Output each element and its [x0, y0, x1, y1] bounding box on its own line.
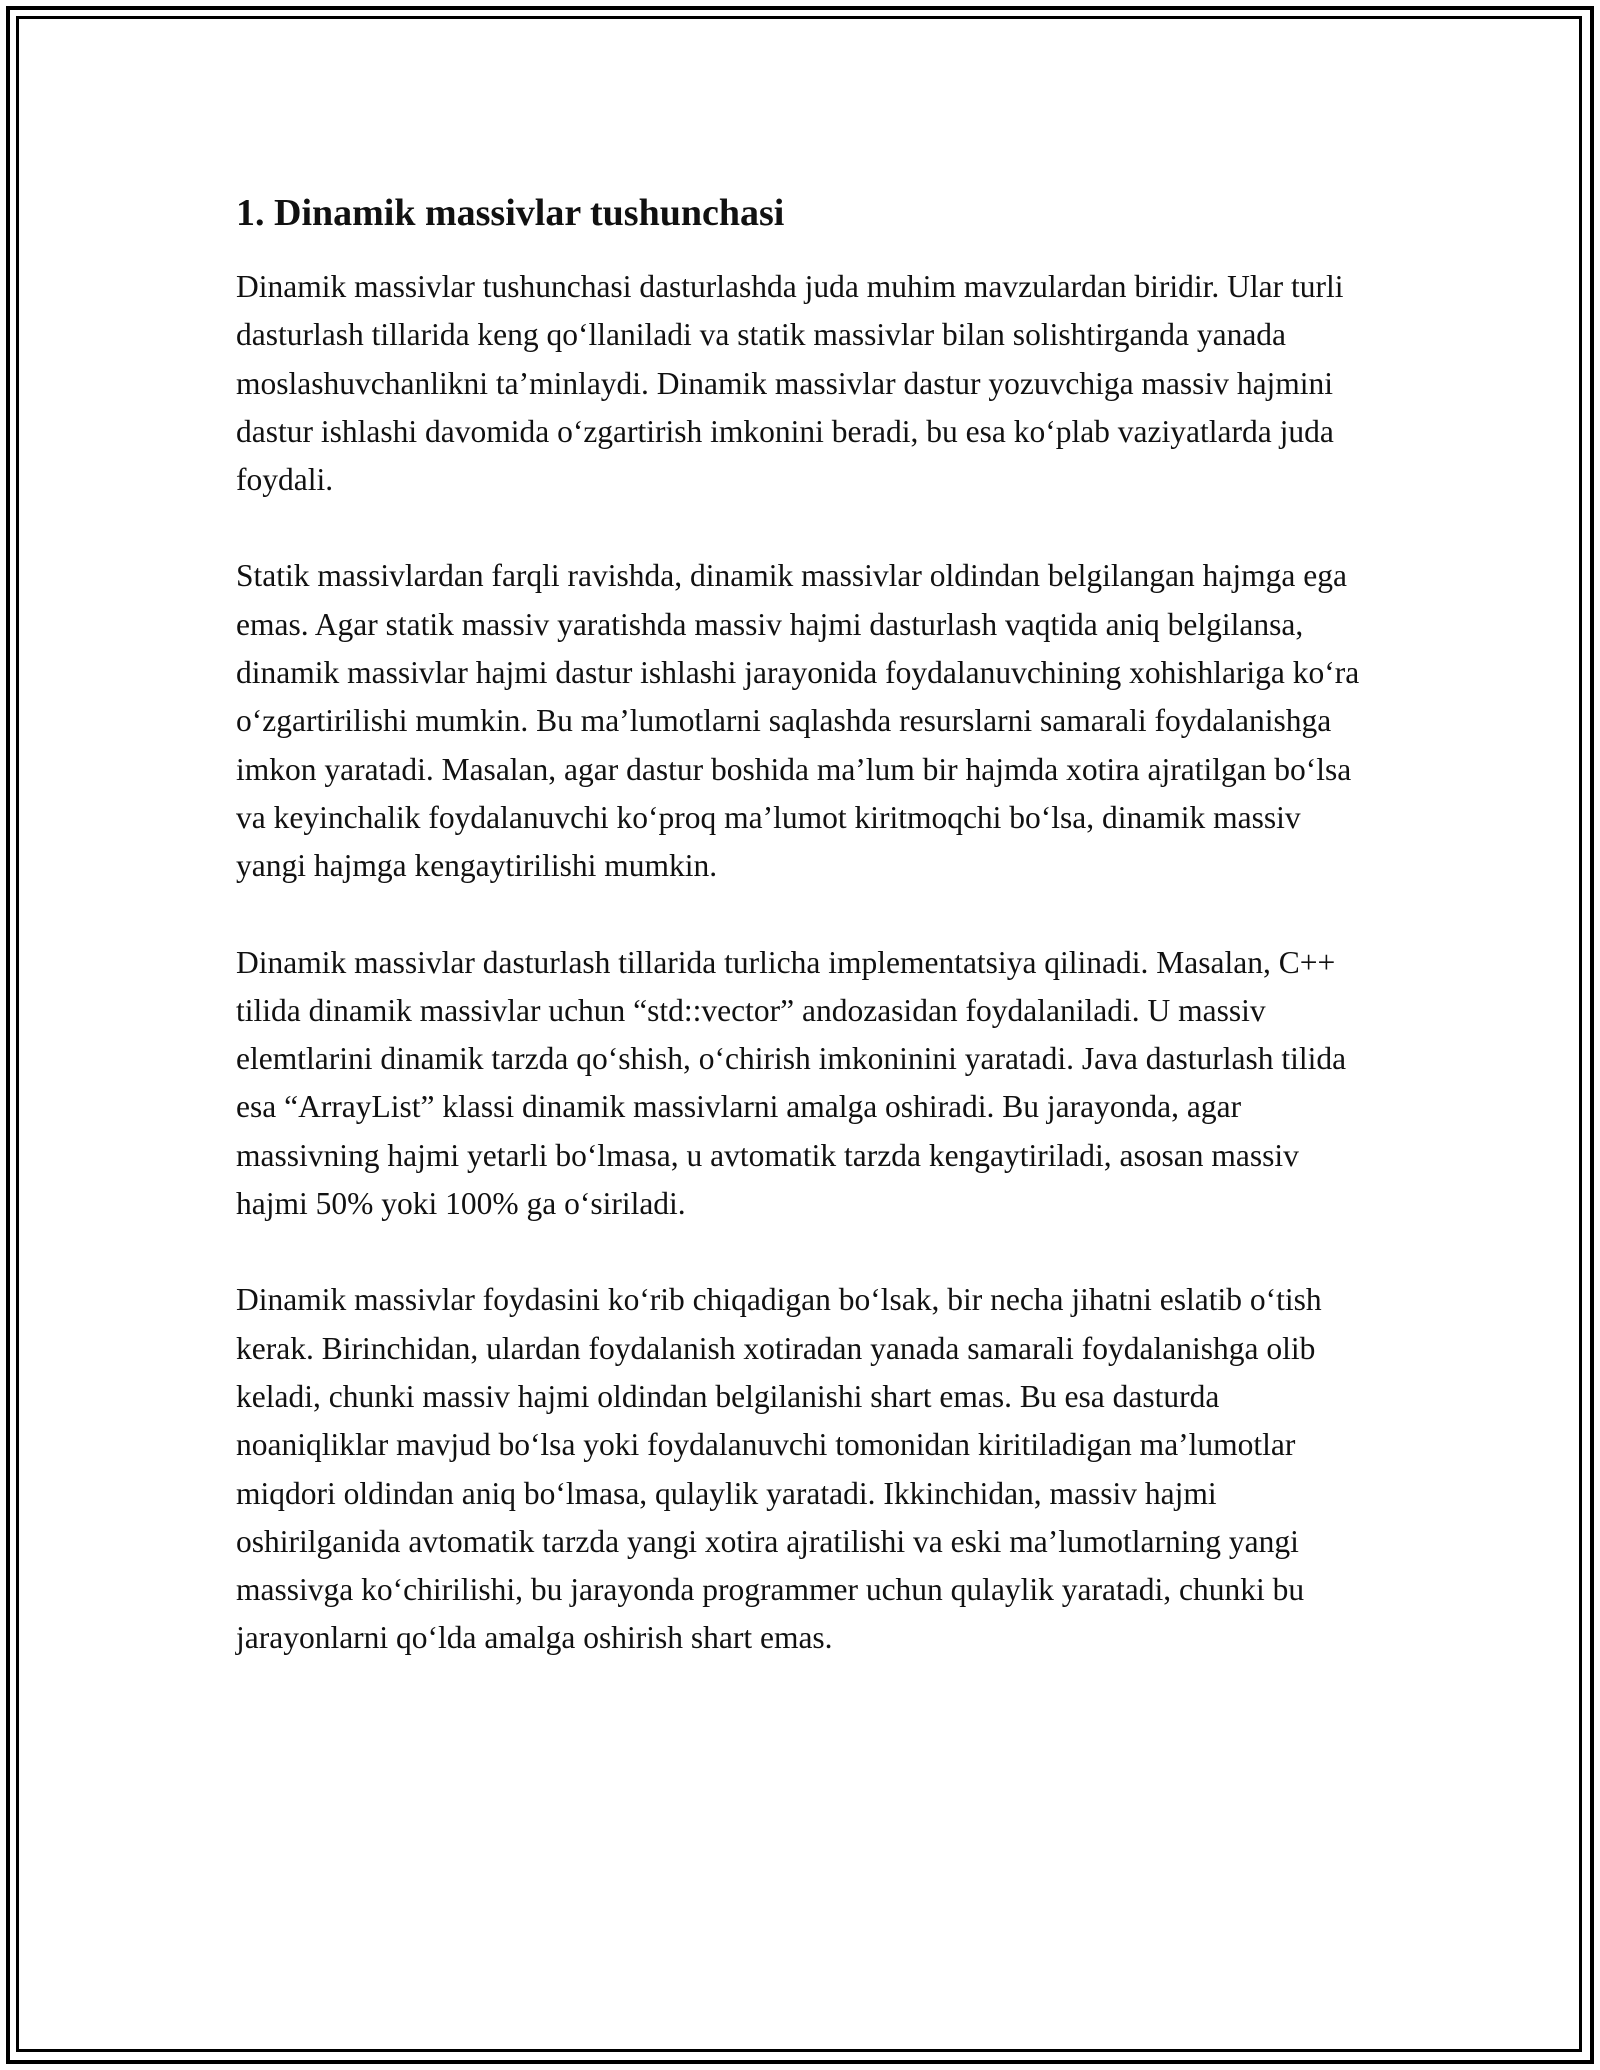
paragraph-static-vs-dynamic: Statik massivlardan farqli ravishda, dinamik massivlar oldindan belgilangan hajmga ega emas. Agar statik massiv yaratishda massiv hajmi dasturlash vaqtida aniq belgilansa, dinamik massivlar hajmi dastur ishlashi jarayonida foydalanuvchining xohishlariga ko‘ra o‘zgartirilishi mumkin. Bu ma’lumotlarni saqlashda resurslarni samarali foydalanishga imkon yaratadi. Masalan, agar dastur boshida ma’lum bir hajmda xotira ajratilgan bo‘lsa va keyinchalik foydalanuvchi ko‘proq ma’lumot kiritmoqchi bo‘lsa, dinamik massiv yangi hajmga kengaytirilishi mumkin.	[236, 558, 1360, 884]
paragraph-intro: Dinamik massivlar tushunchasi dasturlashda juda muhim mavzulardan biridir. Ular turli dasturlash tillarida keng qo‘llaniladi va statik massivlar bilan solishtirganda yanada moslashuvchanlikni ta’minlaydi. Dinamik massivlar dastur yozuvchiga massiv hajmini dastur ishlashi davomida o‘zgartirish imkonini beradi, bu esa ko‘plab vaziyatlarda juda foydali.	[236, 269, 1344, 498]
document-body	[236, 185, 1366, 1711]
section-heading: 1. Dinamik massivlar tushunchasi	[236, 192, 785, 234]
paragraph-benefits: Dinamik massivlar foydasini ko‘rib chiqadigan bo‘lsak, bir necha jihatni eslatib o‘tish kerak. Birinchidan, ulardan foydalanish xotiradan yanada samarali foydalanishga olib keladi, chunki massiv hajmi oldindan belgilanishi shart emas. Bu esa dasturda noaniqliklar mavjud bo‘lsa yoki foydalanuvchi tomonidan kiritiladigan ma’lumotlar miqdori oldindan aniq bo‘lmasa, qulaylik yaratadi. Ikkinchidan, massiv hajmi oshirilganida avtomatik tarzda yangi xotira ajratilishi va eski ma’lumotlarning yangi massivga ko‘chirilishi, bu jarayonda programmer uchun qulaylik yaratadi, chunki bu jarayonlarni qo‘lda amalga oshirish shart emas.	[236, 1282, 1322, 1656]
paragraph-implementations: Dinamik massivlar dasturlash tillarida turlicha implementatsiya qilinadi. Masalan, C++ tilida dinamik massivlar uchun “std::vector” andozasidan foydalaniladi. U massiv elemtlarini dinamik tarzda qo‘shish, o‘chirish imkoninini yaratadi. Java dasturlash tilida esa “ArrayList” klassi dinamik massivlarni amalga oshiradi. Bu jarayonda, agar massivning hajmi yetarli bo‘lmasa, u avtomatik tarzda kengaytiriladi, asosan massiv hajmi 50% yoki 100% ga o‘siriladi.	[236, 944, 1347, 1222]
